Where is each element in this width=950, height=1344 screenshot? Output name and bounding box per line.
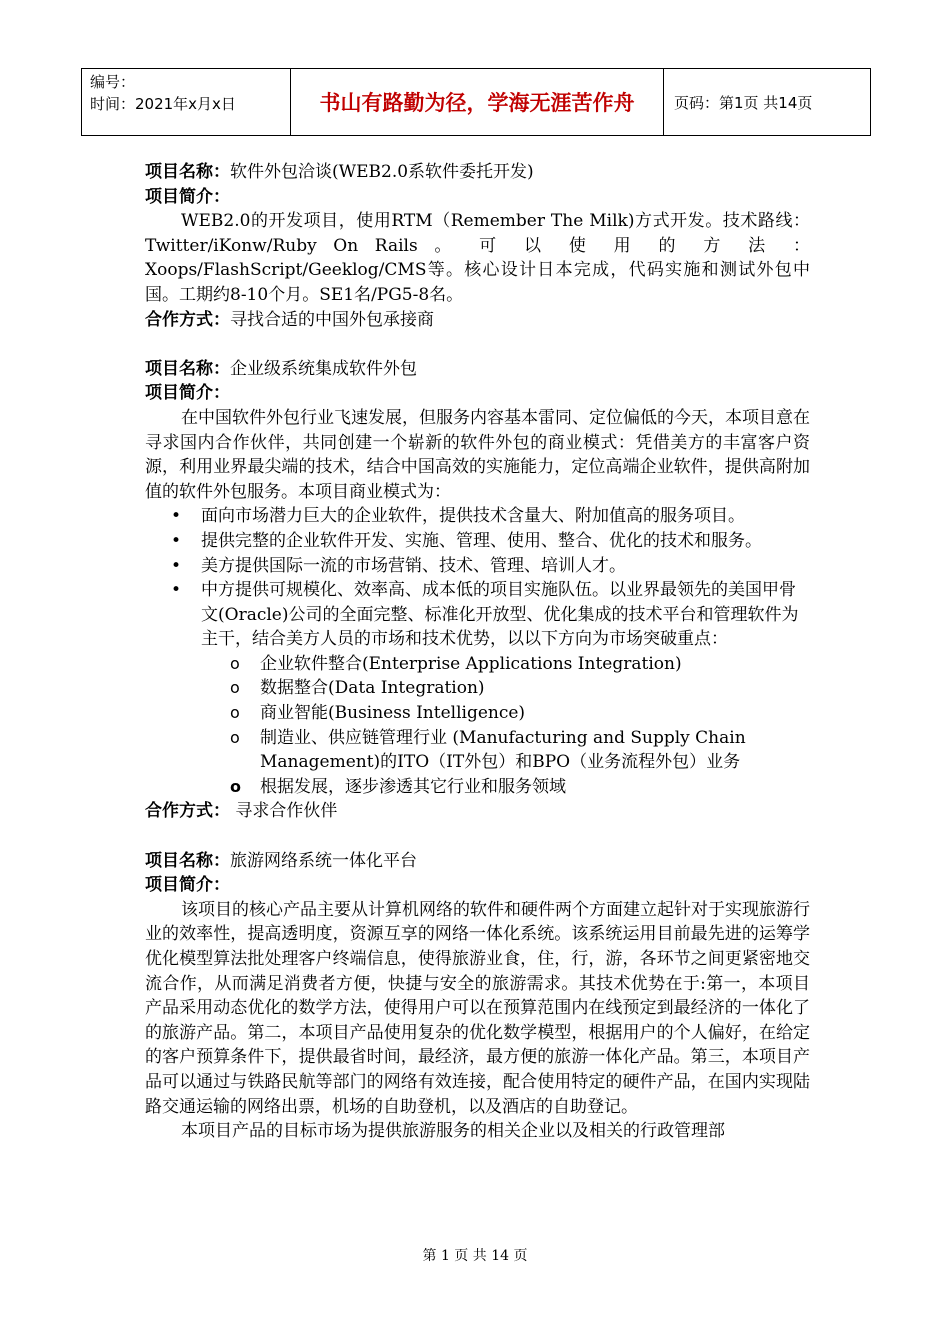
project2-sub-list: [145, 652, 810, 800]
document-body: [145, 160, 810, 1144]
project2-name-line: [145, 357, 810, 382]
project3-intro-continued: 本项目产品的目标市场为提供旅游服务的相关企业以及相关的行政管理部: [181, 1121, 725, 1142]
page-footer: 第 1 页 共 14 页: [422, 1248, 528, 1264]
project2-coop: 寻求合作伙伴: [230, 801, 338, 822]
project2-coop-line: [145, 799, 810, 824]
project1-coop-line: [145, 308, 810, 333]
project3-intro: 该项目的核心产品主要从计算机网络的软件和硬件两个方面建立起针对于实现旅游行业的效率性，提高透明度，资源互享的网络一体化系统。该系统运用目前最先进的运筹学优化模型算法批处理客户终端信息，使得旅游业食，住，行，游，各环节之间更紧密地交流合作，从而满足消费者方便，快捷与安全的旅游需求。其技术优势在于:第一，本项目产品采用动态优化的数学方法，使得用户可以在预算范围内在线预定到最经济的一体化了的旅游产品。第二，本项目产品使用复杂的优化数学模型，根据用户的个人偏好，在给定的客户预算条件下，提供最省时间，最经济，最方便的旅游一体化产品。第三，本项目产品可以通过与铁路民航等部门的网络有效连接，配合使用特定的硬件产品，在国内实现陆路交通运输的网络出票，机场的自助登机，以及酒店的自助登记。: [145, 899, 810, 1117]
header-meta: [82, 69, 291, 136]
list-item: • 中方提供可规模化、效率高、成本低的项目实施队伍。以业界最领先的美国甲骨文(Oracle)公司的全面完整、标准化开放型、优化集成的技术平台和管理软件为主干，结合美方人员的市场和技术优势，以以下方向为市场突破重点：: [171, 580, 799, 650]
bullet-circle-icon: o: [230, 703, 240, 723]
bullet-dot-icon: •: [171, 506, 182, 527]
project3-name: 旅游网络系统一体化平台: [230, 850, 417, 871]
bullet-dot-icon: •: [171, 555, 182, 576]
project1-intro-label: 项目简介：: [145, 186, 230, 207]
project1-intro: WEB2.0的开发项目，使用RTM（Remember The Milk)方式开发。技术路线：Twitter/iKonw/Ruby On Rails 。 可 以 使 用 的 方 法 ：Xoops/FlashScript/Geeklog/CMS等。核心设计日本完成，代码实施和测试外包中国。工期约8-10个月。SE1名/PG5-8名。: [145, 211, 810, 305]
header-page-info: 页码：第1页 共14页: [664, 69, 871, 136]
list-item: • 面向市场潜力巨大的企业软件，提供技术含量大、附加值高的服务项目。: [145, 504, 810, 529]
header-number-label: 编号：: [90, 73, 136, 91]
project1-name-label: 项目名称：: [145, 162, 230, 182]
list-item: o 根据发展，逐步渗透其它行业和服务领域: [145, 775, 810, 800]
page-header: [81, 68, 871, 136]
list-item: o 商业智能(Business Intelligence): [145, 701, 810, 726]
bullet-dot-icon: •: [171, 530, 182, 551]
list-item: o 数据整合(Data Integration): [145, 676, 810, 701]
project1-name: 软件外包洽谈(WEB2.0系软件委托开发): [230, 162, 534, 182]
bullet-circle-icon: o: [230, 678, 240, 698]
header-motto: 书山有路勤为径，学海无涯苦作舟: [291, 69, 664, 136]
project2-name-label: 项目名称：: [145, 358, 230, 379]
list-item: o 企业软件整合(Enterprise Applications Integration): [145, 652, 810, 677]
list-item: • 美方提供国际一流的市场营销、技术、管理、培训人才。: [145, 554, 810, 579]
project1-coop-label: 合作方式：: [145, 309, 230, 330]
project1-coop: 寻找合适的中国外包承接商: [230, 309, 434, 330]
bullet-circle-icon: o: [230, 776, 241, 796]
project2-intro-label: 项目简介：: [145, 383, 230, 404]
header-time: 时间：2021年x月x日: [90, 95, 236, 113]
project3-name-label: 项目名称：: [145, 850, 230, 871]
project2-bullet-list: [145, 504, 810, 652]
project3-intro-label: 项目简介：: [145, 875, 230, 896]
bullet-circle-icon: o: [230, 727, 240, 747]
project3-name-line: [145, 849, 810, 874]
project2-coop-label: 合作方式：: [145, 801, 230, 822]
project2-intro: 在中国软件外包行业飞速发展，但服务内容基本雷同、定位偏低的今天，本项目意在寻求国内合作伙伴，共同创建一个崭新的软件外包的商业模式：凭借美方的丰富客户资源，利用业界最尖端的技术，结合中国高效的实施能力，定位高端企业软件，提供高附加值的软件外包服务。本项目商业模式为：: [145, 407, 810, 502]
project2-name: 企业级系统集成软件外包: [230, 358, 417, 379]
list-item: • 提供完整的企业软件开发、实施、管理、使用、整合、优化的技术和服务。: [145, 529, 810, 554]
bullet-dot-icon: •: [171, 580, 182, 601]
project1-name-line: [145, 160, 810, 185]
bullet-circle-icon: o: [230, 653, 240, 673]
list-item: o 制造业、供应链管理行业 (Manufacturing and Supply Chain Management)的ITO（IT外包）和BPO（业务流程外包）业务: [230, 727, 746, 773]
